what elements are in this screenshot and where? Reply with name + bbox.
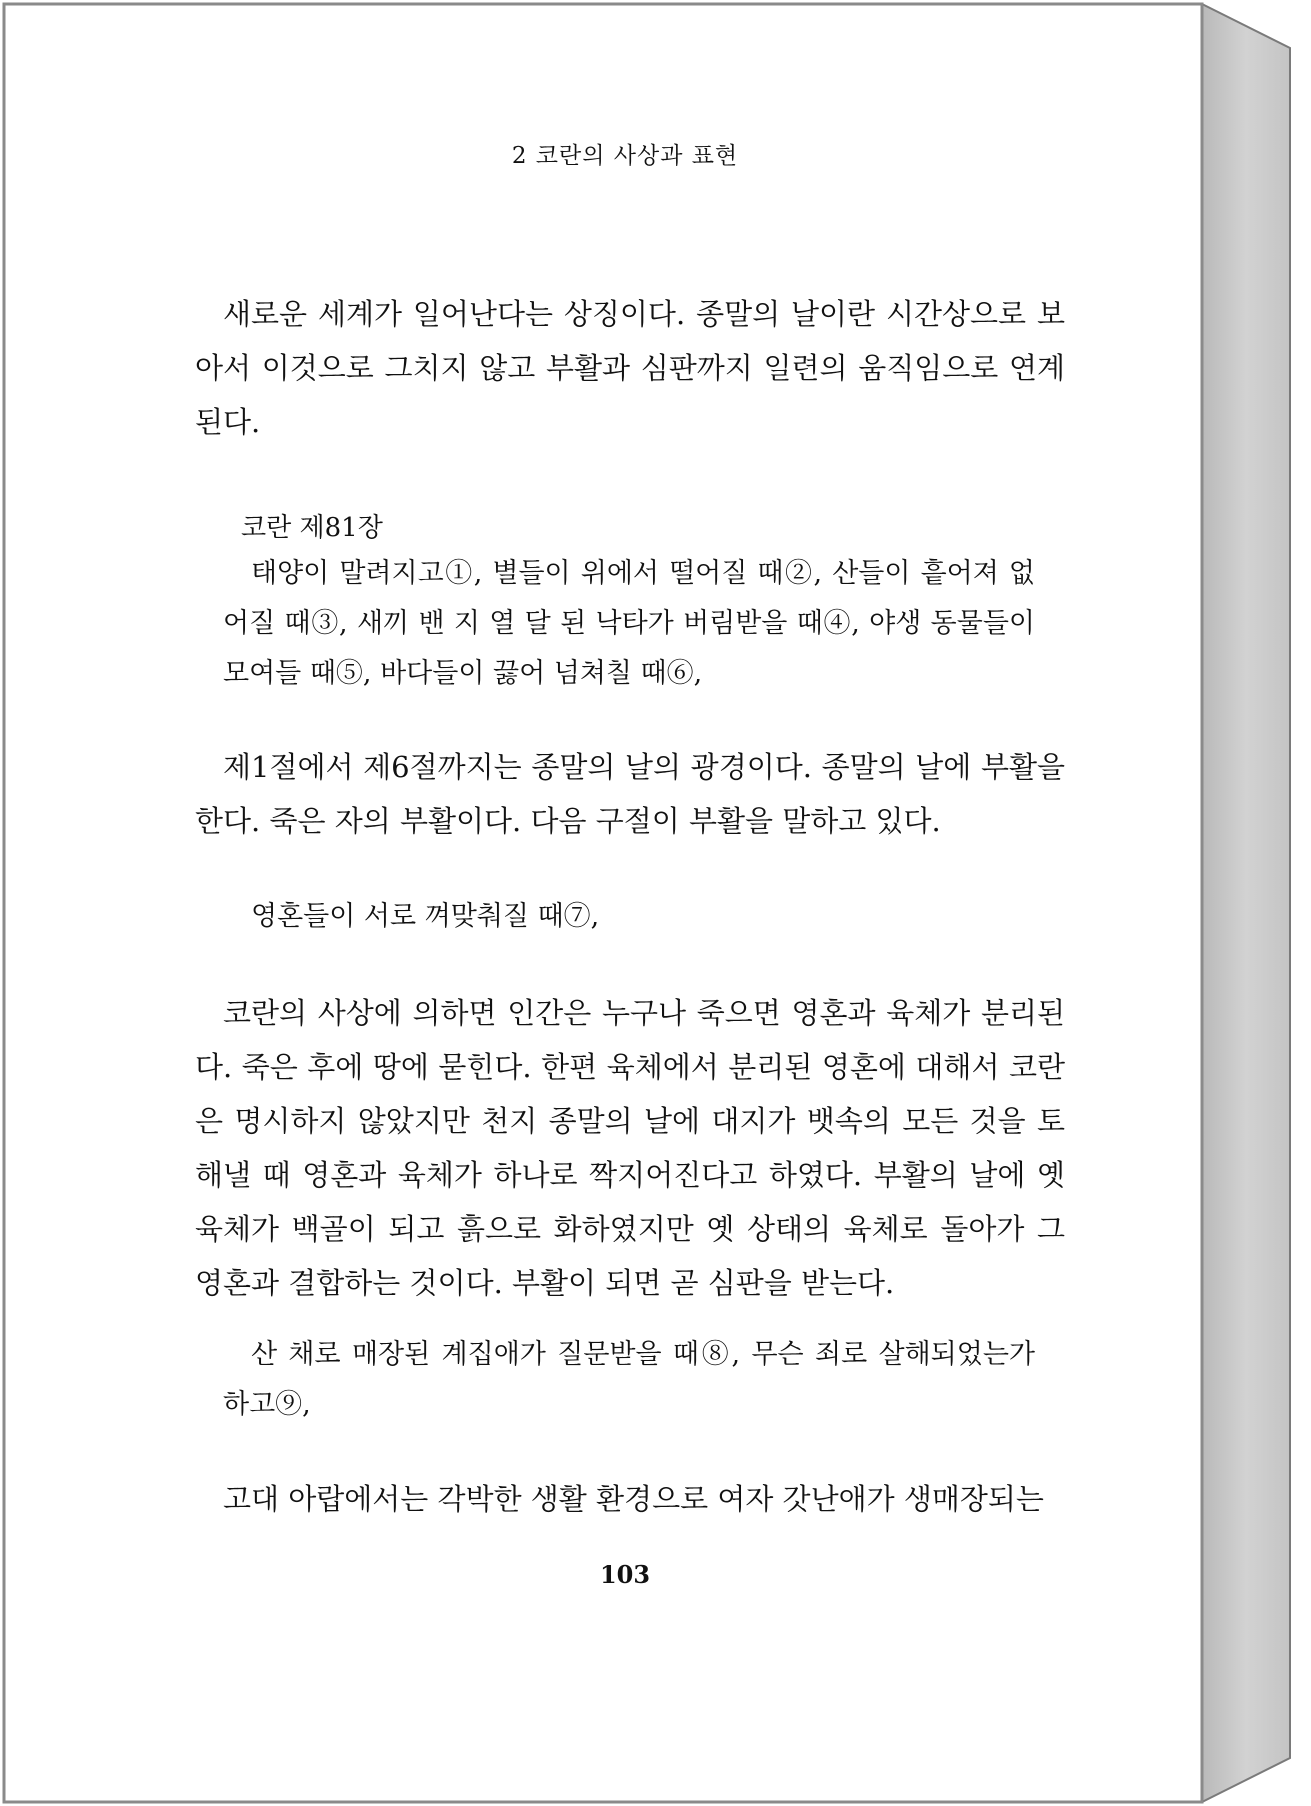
book-side-edge [1202,4,1290,1802]
quote-verses-8-9: 산 채로 매장된 계집애가 질문받을 때⑧, 무슨 죄로 살해되었는가 하고⑨, [223,1339,1035,1420]
quote-title: 코란 제81장 [241,513,383,543]
paragraph-3: 코란의 사상에 의하면 인간은 누구나 죽으면 영혼과 육체가 분리된다. 죽은 후에 땅에 묻힌다. 한편 육체에서 분리된 영혼에 대해서 코란은 명시하지 않았지만 천지 종말의 날에 대지가 뱃속의 모든 것을 토해낼 때 영혼과 육체가 하나로 짝지어진다고 하였다. 부활의 날에 옛 육체가 백골이 되고 흙으로 화하였지만 옛 상태의 육체로 돌아가 그 영혼과 결합하는 것이다. 부활이 되면 곧 심판을 받는다. [195,996,1065,1300]
paragraph-2: 제1절에서 제6절까지는 종말의 날의 광경이다. 종말의 날에 부활을 한다. 죽은 자의 부활이다. 다음 구절이 부활을 말하고 있다. [195,750,1065,838]
running-head: 2 코란의 사상과 표현 [511,143,739,169]
paragraph-4: 고대 아랍에서는 각박한 생활 환경으로 여자 갓난애가 생매장되는 [223,1482,1044,1516]
quote-verses-1-6: 태양이 말려지고①, 별들이 위에서 떨어질 때②, 산들이 흩어져 없어질 때③, 새끼 밴 지 열 달 된 낙타가 버림받을 때④, 야생 동물들이 모여들 때⑤, 바다들이 끓어 넘쳐칠 때⑥, [223,558,1035,689]
page-content [195,0,1065,1806]
quote-verse-7: 영혼들이 서로 껴맞춰질 때⑦, [251,901,600,932]
page-number: 103 [599,1560,651,1589]
paragraph-1: 새로운 세계가 일어난다는 상징이다. 종말의 날이란 시간상으로 보아서 이것으로 그치지 않고 부활과 심판까지 일련의 움직임으로 연계된다. [195,297,1065,439]
